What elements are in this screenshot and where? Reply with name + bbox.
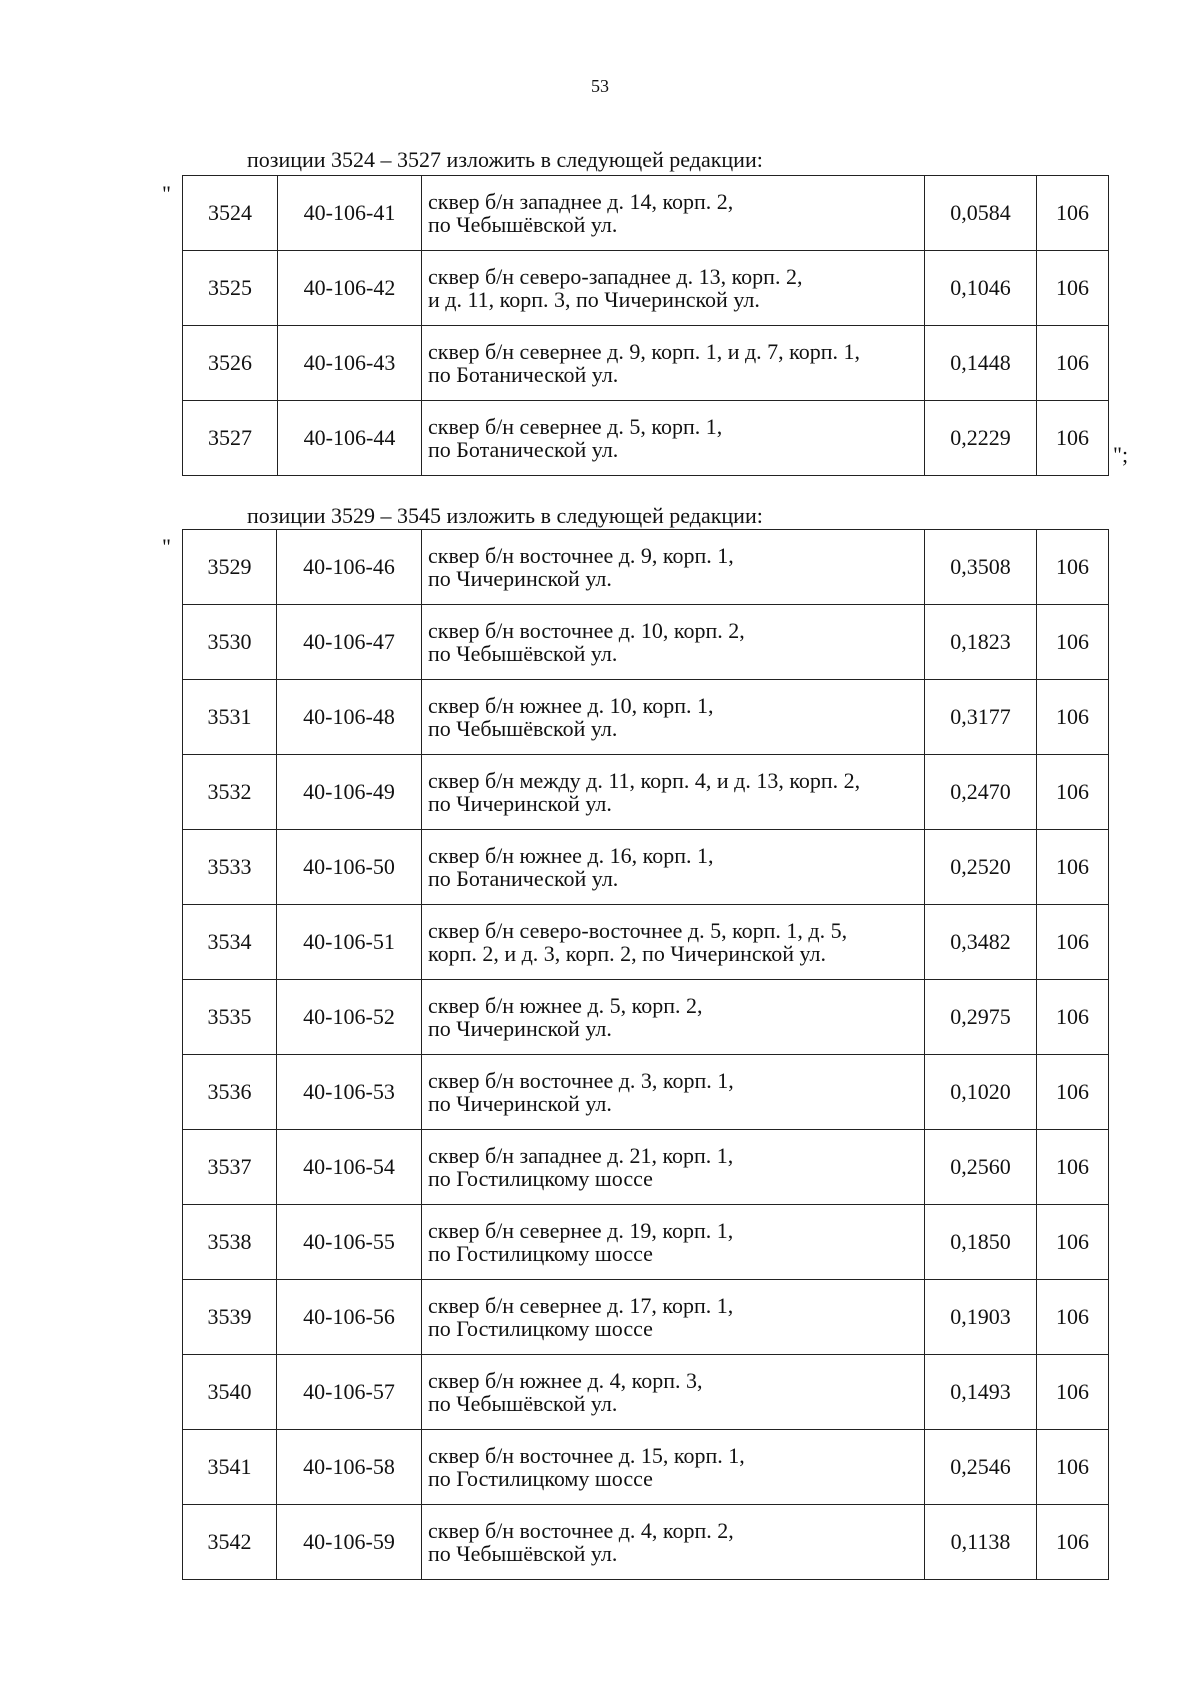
position-number-cell: 3529 xyxy=(183,530,277,605)
description-cell xyxy=(422,1205,925,1280)
description-cell xyxy=(422,401,925,476)
description-line: по Чичеринской ул. xyxy=(428,791,612,816)
area-cell: 0,2975 xyxy=(925,980,1037,1055)
description-line: сквер б/н западнее д. 14, корп. 2, xyxy=(428,188,734,214)
object-code-cell: 40-106-51 xyxy=(277,905,422,980)
object-code-cell: 40-106-43 xyxy=(278,326,422,401)
positions-table xyxy=(182,529,1109,1580)
page-number: 53 xyxy=(591,76,609,96)
description-line: сквер б/н восточнее д. 9, корп. 1, xyxy=(428,542,734,568)
description-line: сквер б/н севернее д. 17, корп. 1, xyxy=(428,1292,734,1318)
description-cell xyxy=(422,605,925,680)
table-row xyxy=(183,1505,1109,1580)
description-cell xyxy=(422,680,925,755)
object-code-cell: 40-106-52 xyxy=(277,980,422,1055)
zone-code-cell: 106 xyxy=(1037,1205,1109,1280)
object-code-cell: 40-106-44 xyxy=(278,401,422,476)
description-cell xyxy=(422,530,925,605)
table-row xyxy=(183,1130,1109,1205)
object-code-cell: 40-106-49 xyxy=(277,755,422,830)
position-number-cell: 3533 xyxy=(183,830,277,905)
zone-code-cell: 106 xyxy=(1037,1430,1109,1505)
description-cell xyxy=(422,755,925,830)
description-cell xyxy=(422,1055,925,1130)
table-row xyxy=(183,326,1109,401)
description-line: по Гостилицкому шоссе xyxy=(428,1316,653,1341)
zone-code-cell: 106 xyxy=(1037,1280,1109,1355)
table-row xyxy=(183,1055,1109,1130)
area-cell: 0,3177 xyxy=(925,680,1037,755)
table-row xyxy=(183,1280,1109,1355)
description-line: сквер б/н восточнее д. 4, корп. 2, xyxy=(428,1517,734,1543)
description-line: по Чебышёвской ул. xyxy=(428,641,618,666)
zone-code-cell: 106 xyxy=(1037,401,1109,476)
zone-code-cell: 106 xyxy=(1037,530,1109,605)
object-code-cell: 40-106-41 xyxy=(278,176,422,251)
section-heading: позиции 3524 – 3527 изложить в следующей редакции: xyxy=(247,147,763,172)
description-line: сквер б/н между д. 11, корп. 4, и д. 13, корп. 2, xyxy=(428,767,861,793)
description-line: по Ботанической ул. xyxy=(428,437,619,462)
description-line: по Гостилицкому шоссе xyxy=(428,1166,653,1191)
description-line: по Гостилицкому шоссе xyxy=(428,1466,653,1491)
position-number-cell: 3532 xyxy=(183,755,277,830)
zone-code-cell: 106 xyxy=(1037,1130,1109,1205)
zone-code-cell: 106 xyxy=(1037,1505,1109,1580)
area-cell: 0,2229 xyxy=(925,401,1037,476)
area-cell: 0,2470 xyxy=(925,755,1037,830)
object-code-cell: 40-106-59 xyxy=(277,1505,422,1580)
description-cell xyxy=(422,176,925,251)
table-row xyxy=(183,1205,1109,1280)
description-line: сквер б/н восточнее д. 15, корп. 1, xyxy=(428,1442,745,1468)
description-line: сквер б/н севернее д. 19, корп. 1, xyxy=(428,1217,734,1243)
object-code-cell: 40-106-54 xyxy=(277,1130,422,1205)
position-number-cell: 3530 xyxy=(183,605,277,680)
positions-table xyxy=(182,175,1109,476)
position-number-cell: 3539 xyxy=(183,1280,277,1355)
table-row xyxy=(183,401,1109,476)
table-row xyxy=(183,980,1109,1055)
position-number-cell: 3540 xyxy=(183,1355,277,1430)
zone-code-cell: 106 xyxy=(1037,1355,1109,1430)
description-line: по Ботанической ул. xyxy=(428,362,619,387)
position-number-cell: 3531 xyxy=(183,680,277,755)
area-cell: 0,1138 xyxy=(925,1505,1037,1580)
description-line: по Чебышёвской ул. xyxy=(428,716,618,741)
description-line: по Гостилицкому шоссе xyxy=(428,1241,653,1266)
section-heading: позиции 3529 – 3545 изложить в следующей редакции: xyxy=(247,503,763,528)
position-number-cell: 3536 xyxy=(183,1055,277,1130)
table-row xyxy=(183,905,1109,980)
object-code-cell: 40-106-55 xyxy=(277,1205,422,1280)
object-code-cell: 40-106-58 xyxy=(277,1430,422,1505)
area-cell: 0,3482 xyxy=(925,905,1037,980)
area-cell: 0,3508 xyxy=(925,530,1037,605)
description-line: сквер б/н южнее д. 5, корп. 2, xyxy=(428,992,703,1018)
area-cell: 0,2520 xyxy=(925,830,1037,905)
object-code-cell: 40-106-57 xyxy=(277,1355,422,1430)
description-line: по Чичеринской ул. xyxy=(428,566,612,591)
description-line: сквер б/н севернее д. 9, корп. 1, и д. 7, корп. 1, xyxy=(428,338,861,364)
table-row xyxy=(183,1355,1109,1430)
zone-code-cell: 106 xyxy=(1037,755,1109,830)
object-code-cell: 40-106-42 xyxy=(278,251,422,326)
object-code-cell: 40-106-48 xyxy=(277,680,422,755)
zone-code-cell: 106 xyxy=(1037,176,1109,251)
zone-code-cell: 106 xyxy=(1037,830,1109,905)
description-line: по Чичеринской ул. xyxy=(428,1016,612,1041)
table-row xyxy=(183,251,1109,326)
zone-code-cell: 106 xyxy=(1037,1055,1109,1130)
area-cell: 0,0584 xyxy=(925,176,1037,251)
description-line: по Чебышёвской ул. xyxy=(428,1391,618,1416)
table-row xyxy=(183,680,1109,755)
position-number-cell: 3525 xyxy=(183,251,278,326)
position-number-cell: 3535 xyxy=(183,980,277,1055)
area-cell: 0,1020 xyxy=(925,1055,1037,1130)
position-number-cell: 3542 xyxy=(183,1505,277,1580)
object-code-cell: 40-106-46 xyxy=(277,530,422,605)
position-number-cell: 3527 xyxy=(183,401,278,476)
zone-code-cell: 106 xyxy=(1037,326,1109,401)
table-row xyxy=(183,830,1109,905)
area-cell: 0,1493 xyxy=(925,1355,1037,1430)
table-row xyxy=(183,1430,1109,1505)
area-cell: 0,2560 xyxy=(925,1130,1037,1205)
description-line: сквер б/н северо-западнее д. 13, корп. 2, xyxy=(428,263,803,289)
description-cell xyxy=(422,251,925,326)
description-line: сквер б/н западнее д. 21, корп. 1, xyxy=(428,1142,734,1168)
description-line: сквер б/н севернее д. 5, корп. 1, xyxy=(428,413,723,439)
description-line: сквер б/н южнее д. 16, корп. 1, xyxy=(428,842,714,868)
zone-code-cell: 106 xyxy=(1037,605,1109,680)
description-cell xyxy=(422,980,925,1055)
description-cell xyxy=(422,326,925,401)
description-cell xyxy=(422,1130,925,1205)
description-line: сквер б/н восточнее д. 3, корп. 1, xyxy=(428,1067,734,1093)
table-row xyxy=(183,755,1109,830)
table-row xyxy=(183,605,1109,680)
object-code-cell: 40-106-53 xyxy=(277,1055,422,1130)
description-line: сквер б/н южнее д. 10, корп. 1, xyxy=(428,692,714,718)
area-cell: 0,1823 xyxy=(925,605,1037,680)
open-quote: " xyxy=(162,534,171,559)
description-line: по Ботанической ул. xyxy=(428,866,619,891)
description-cell xyxy=(422,905,925,980)
description-cell xyxy=(422,830,925,905)
area-cell: 0,1850 xyxy=(925,1205,1037,1280)
description-cell xyxy=(422,1430,925,1505)
description-line: сквер б/н восточнее д. 10, корп. 2, xyxy=(428,617,745,643)
table-row xyxy=(183,176,1109,251)
position-number-cell: 3538 xyxy=(183,1205,277,1280)
zone-code-cell: 106 xyxy=(1037,251,1109,326)
description-line: по Чебышёвской ул. xyxy=(428,212,618,237)
object-code-cell: 40-106-47 xyxy=(277,605,422,680)
description-line: сквер б/н южнее д. 4, корп. 3, xyxy=(428,1367,703,1393)
description-line: и д. 11, корп. 3, по Чичеринской ул. xyxy=(428,287,760,312)
position-number-cell: 3541 xyxy=(183,1430,277,1505)
open-quote: " xyxy=(162,181,171,206)
position-number-cell: 3534 xyxy=(183,905,277,980)
description-cell xyxy=(422,1355,925,1430)
zone-code-cell: 106 xyxy=(1037,980,1109,1055)
description-line: по Чебышёвской ул. xyxy=(428,1541,618,1566)
close-quote: "; xyxy=(1113,442,1129,467)
object-code-cell: 40-106-56 xyxy=(277,1280,422,1355)
area-cell: 0,1903 xyxy=(925,1280,1037,1355)
description-cell xyxy=(422,1280,925,1355)
description-line: по Чичеринской ул. xyxy=(428,1091,612,1116)
description-line: корп. 2, и д. 3, корп. 2, по Чичеринской ул. xyxy=(428,941,826,966)
position-number-cell: 3524 xyxy=(183,176,278,251)
position-number-cell: 3537 xyxy=(183,1130,277,1205)
description-line: сквер б/н северо-восточнее д. 5, корп. 1, д. 5, xyxy=(428,917,848,943)
area-cell: 0,1046 xyxy=(925,251,1037,326)
table-row xyxy=(183,530,1109,605)
description-cell xyxy=(422,1505,925,1580)
area-cell: 0,1448 xyxy=(925,326,1037,401)
area-cell: 0,2546 xyxy=(925,1430,1037,1505)
zone-code-cell: 106 xyxy=(1037,680,1109,755)
zone-code-cell: 106 xyxy=(1037,905,1109,980)
object-code-cell: 40-106-50 xyxy=(277,830,422,905)
position-number-cell: 3526 xyxy=(183,326,278,401)
